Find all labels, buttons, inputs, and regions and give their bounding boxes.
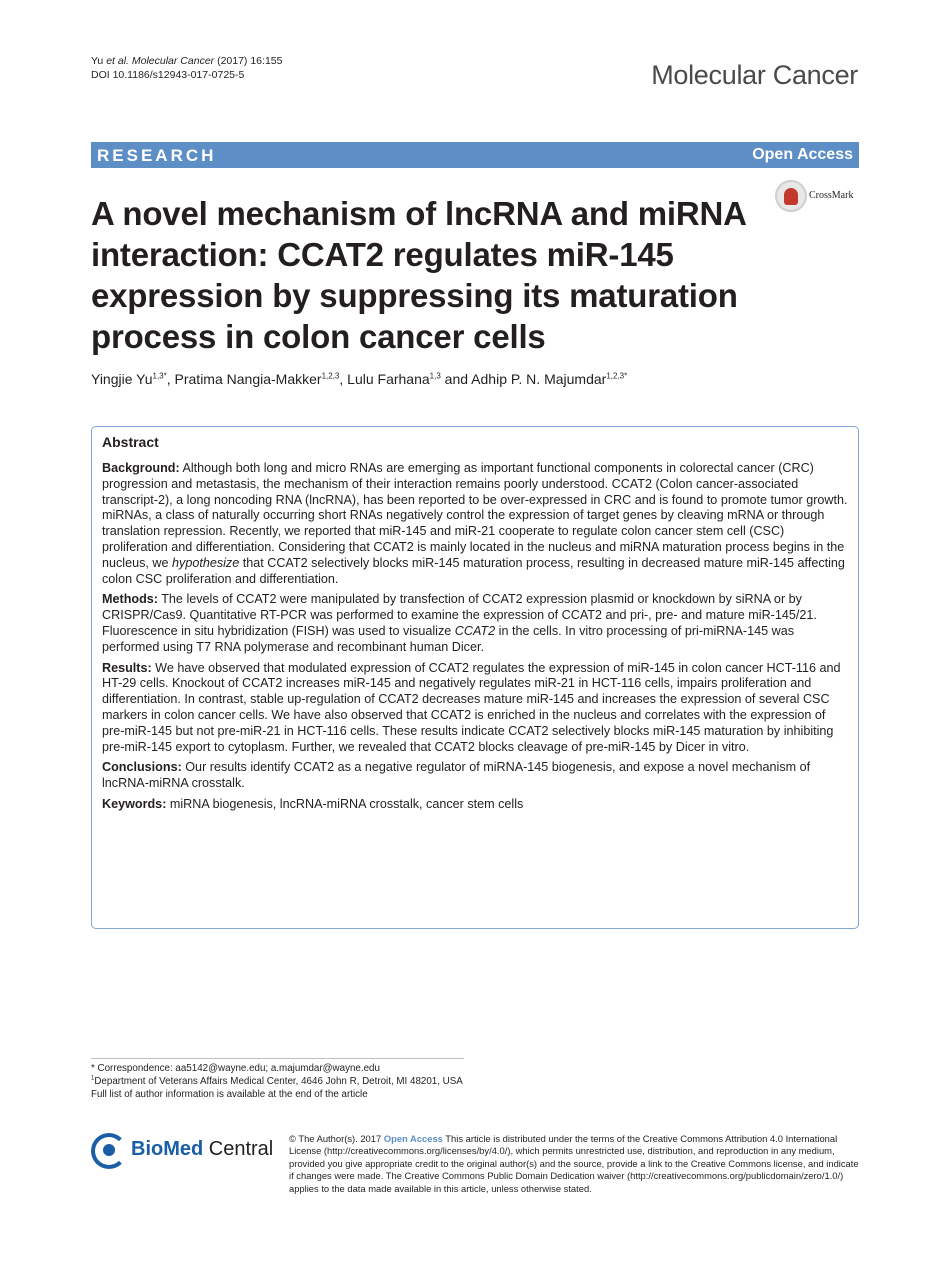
license-text: This article is distributed under the terms of the Creative Commons Attribution 4.0 International License (http://creativecommons.org/licenses/by/4.0/), which permits unrestricted use, distribution, and reproduction in any medium, provided you give appropriate credit to the original author(s) and the source, provide a link to the Creative Commons license, and indicate if changes were made. The Creative Commons Public Domain Dedication waiver (http://creativecommons.org/publicdomain/zero/1.0/) applies to the data made available in this article, unless otherwise stated. (289, 1133, 859, 1194)
author-name[interactable]: Adhip P. N. Majumdar (471, 371, 607, 387)
author-name[interactable]: Yingjie Yu (91, 371, 153, 387)
article-type-banner (91, 142, 859, 168)
journal-name: Molecular Cancer (651, 60, 858, 90)
background-text: Although both long and micro RNAs are emerging as important functional components in colorectal cancer (CRC) progression and metastasis, the mechanism of their interaction remains poorly understood. CCAT2 (Colon cancer-associated transcript-2), a long noncoding RNA (lncRNA), has been reported to be over-expressed in CRC and is found to promote tumor growth. miRNAs, a class of naturally occurring short RNAs negatively control the expression of target genes by cleaving mRNA or through translation repression. Recently, we reported that miR-145 and miR-21 cooperate to regulate colon cancer stem cell (CSC) proliferation and differentiation. Considering that CCAT2 is mainly located in the nucleus and miRNA maturation process begins in the nucleus, we (102, 461, 848, 570)
methods-text-continued: in the cells. In vitro processing of pri-miRNA-145 was performed using T7 RNA polymerase and recombinant human Dicer. (102, 623, 795, 654)
methods-text: The levels of CCAT2 were manipulated by transfection of CCAT2 expression plasmid or knockdown by siRNA or by CRISPR/Cas9. Quantitative RT-PCR was performed to examine the expression of CCAT2 and pri-, pre- and mature miR-145/21. Fluorescence in situ hybridization (FISH) was used to visualize (102, 592, 817, 638)
author-affiliation: 1,2,3* (606, 371, 628, 381)
abstract-box (91, 426, 859, 929)
doi[interactable]: DOI 10.1186/s12943-017-0725-5 (91, 69, 245, 81)
affiliation-text: Department of Veterans Affairs Medical Center, 4646 John R, Detroit, MI 48201, USA (94, 1076, 463, 1087)
abstract-methods (102, 592, 850, 655)
abstract-background (102, 461, 850, 587)
license-open-access: Open Access (383, 1133, 443, 1144)
abstract-results (102, 661, 850, 756)
author-info-note: Full list of author information is available at the end of the article (91, 1089, 368, 1100)
biomed-central-logo[interactable] (91, 1133, 281, 1169)
author-separator: and (440, 371, 472, 387)
author-separator: , (339, 371, 348, 387)
author-list (91, 369, 627, 389)
logo-bio: Bio (131, 1138, 164, 1160)
author-affiliation: 1,3* (152, 371, 167, 381)
results-label: Results: (102, 660, 152, 675)
affiliation-line (91, 1075, 471, 1088)
conclusions-label: Conclusions: (102, 760, 182, 775)
citation-line (91, 54, 282, 68)
abstract-heading: Abstract (102, 434, 159, 450)
background-label: Background: (102, 461, 180, 475)
footnotes (91, 1062, 471, 1101)
author-affiliation: 1,2,3 (321, 371, 340, 381)
methods-italic: CCAT2 (454, 623, 496, 638)
open-access-label: Open Access (752, 146, 853, 163)
abstract-conclusions (102, 760, 850, 792)
crossmark-icon (775, 180, 807, 212)
keywords-text: miRNA biogenesis, lncRNA-miRNA crosstalk, cancer stem cells (166, 796, 524, 811)
conclusions-text: Our results identify CCAT2 as a negative regulator of miRNA-145 biogenesis, and expose a novel mechanism of lncRNA-miRNA crosstalk. (102, 760, 811, 791)
affiliation-number: 1 (91, 1075, 95, 1082)
logo-med: Med (163, 1138, 204, 1160)
correspondence: * Correspondence: aa5142@wayne.edu; a.majumdar@wayne.edu (91, 1063, 380, 1074)
citation-journal: et al. Molecular Cancer (106, 55, 215, 67)
citation-volume: (2017) 16:155 (214, 55, 283, 67)
keywords-label: Keywords: (102, 796, 167, 811)
footnote-divider (91, 1058, 464, 1059)
author-affiliation: 1,3 (429, 371, 441, 381)
biomed-logo-text (131, 1138, 273, 1161)
crossmark-badge[interactable] (775, 180, 865, 214)
background-text-continued: that CCAT2 selectively blocks miR-145 maturation process, resulting in decreased mature miR-145 affecting colon CSC proliferation and differentiation. (102, 555, 845, 586)
results-text: We have observed that modulated expression of CCAT2 regulates the expression of miR-145 in colon cancer HCT-116 and HT-29 cells. Knockout of CCAT2 increases miR-145 and negatively regulates miR-21 in HCT-116 cells, impairs proliferation and differentiation. In contrast, stable up-regulation of CCAT2 decreases mature miR-145 and increases the expression of several CSC markers in colon cancer cells. We have also observed that CCAT2 is enriched in the nucleus and correlates with the expression of pre-miR-145 but not pre-miR-21 in HCT-116 cells. These results indicate CCAT2 selectively blocks miR-145 maturation by inhibiting pre-miR-145 export to cytoplasm. Further, we revealed that CCAT2 blocks cleavage of pre-miR-145 by Dicer in vitro. (102, 660, 841, 754)
article-type: RESEARCH (97, 146, 217, 165)
author-name[interactable]: Lulu Farhana (347, 371, 430, 387)
citation-block (91, 54, 282, 82)
crossmark-label: CrossMark (809, 190, 854, 201)
logo-central: Central (203, 1138, 274, 1160)
abstract-body (102, 461, 850, 818)
author-separator: , (166, 371, 175, 387)
citation-author: Yu (91, 55, 107, 67)
background-italic: hypothesize (172, 555, 240, 570)
license-copyright: © The Author(s). 2017 (289, 1133, 384, 1144)
article-title: A novel mechanism of lncRNA and miRNA interaction: CCAT2 regulates miR-145 expression by suppressing its maturation process in colon cancer cells (91, 195, 746, 355)
author-name[interactable]: Pratima Nangia-Makker (174, 371, 322, 387)
license-statement (289, 1133, 864, 1195)
methods-label: Methods: (102, 592, 158, 607)
abstract-keywords (102, 797, 850, 813)
